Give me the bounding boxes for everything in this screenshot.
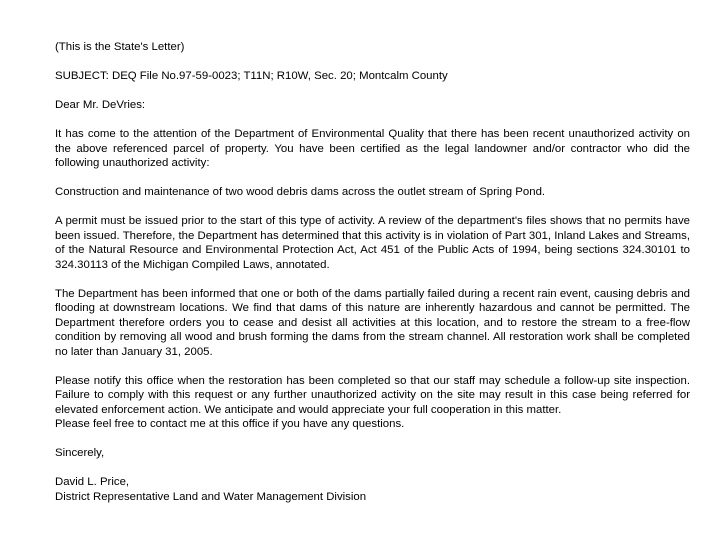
letter-document [55,40,690,504]
letter-subject: SUBJECT: DEQ File No.97-59-0023; T11N; R10W, Sec. 20; Montcalm County [55,70,448,82]
paragraph-unauthorized-activity: It has come to the attention of the Department of Environmental Quality that there has been recent unauthorized activity on the above referenced parcel of property. You have been certified as the legal landowner and/or contractor who did the following unauthorized activity: [55,128,690,169]
paragraph-notify-office: Please notify this office when the restoration has been completed so that our staff may schedule a follow-up site inspection. Failure to comply with this request or any further unauthorized activity on the site may result in this case being referred for elevated enforcement action. We anticipate and would appreciate your full cooperation in this matter. [55,374,690,416]
paragraph-activity-description: Construction and maintenance of two wood debris dams across the outlet stream of Spring Pond. [55,186,546,198]
letter-closing: Sincerely, [55,447,105,459]
paragraph-contact: Please feel free to contact me at this office if you have any questions. [55,418,405,430]
paragraph-cease-and-desist: The Department has been informed that one or both of the dams partially failed during a recent rain event, causing debris and flooding at downstream locations. We find that dams of this nature are inherently hazardous and cannot be permitted. The Department therefore orders you to cease and desist all activities at this location, and to restore the stream to a free-flow condition by removing all wood and brush forming the dams from the stream channel. All restoration work shall be completed no later than January 31, 2005. [55,287,690,358]
signature-block [55,475,690,504]
signer-title: District Representative Land and Water Management Division [55,490,367,503]
letter-salutation: Dear Mr. DeVries: [55,99,146,111]
paragraph-permit-violation: A permit must be issued prior to the start of this type of activity. A review of the department's files shows that no permits have been issued. Therefore, the Department has determined that this activity is in violation of Part 301, Inland Lakes and Streams, of the Natural Resource and Environmental Protection Act, Act 451 of the Public Acts of 1994, being sections 324.30101 to 324.30113 of the Michigan Compiled Laws, annotated. [55,215,690,271]
signer-name: David L. Price, [55,476,130,488]
letter-note: (This is the State's Letter) [55,41,185,53]
